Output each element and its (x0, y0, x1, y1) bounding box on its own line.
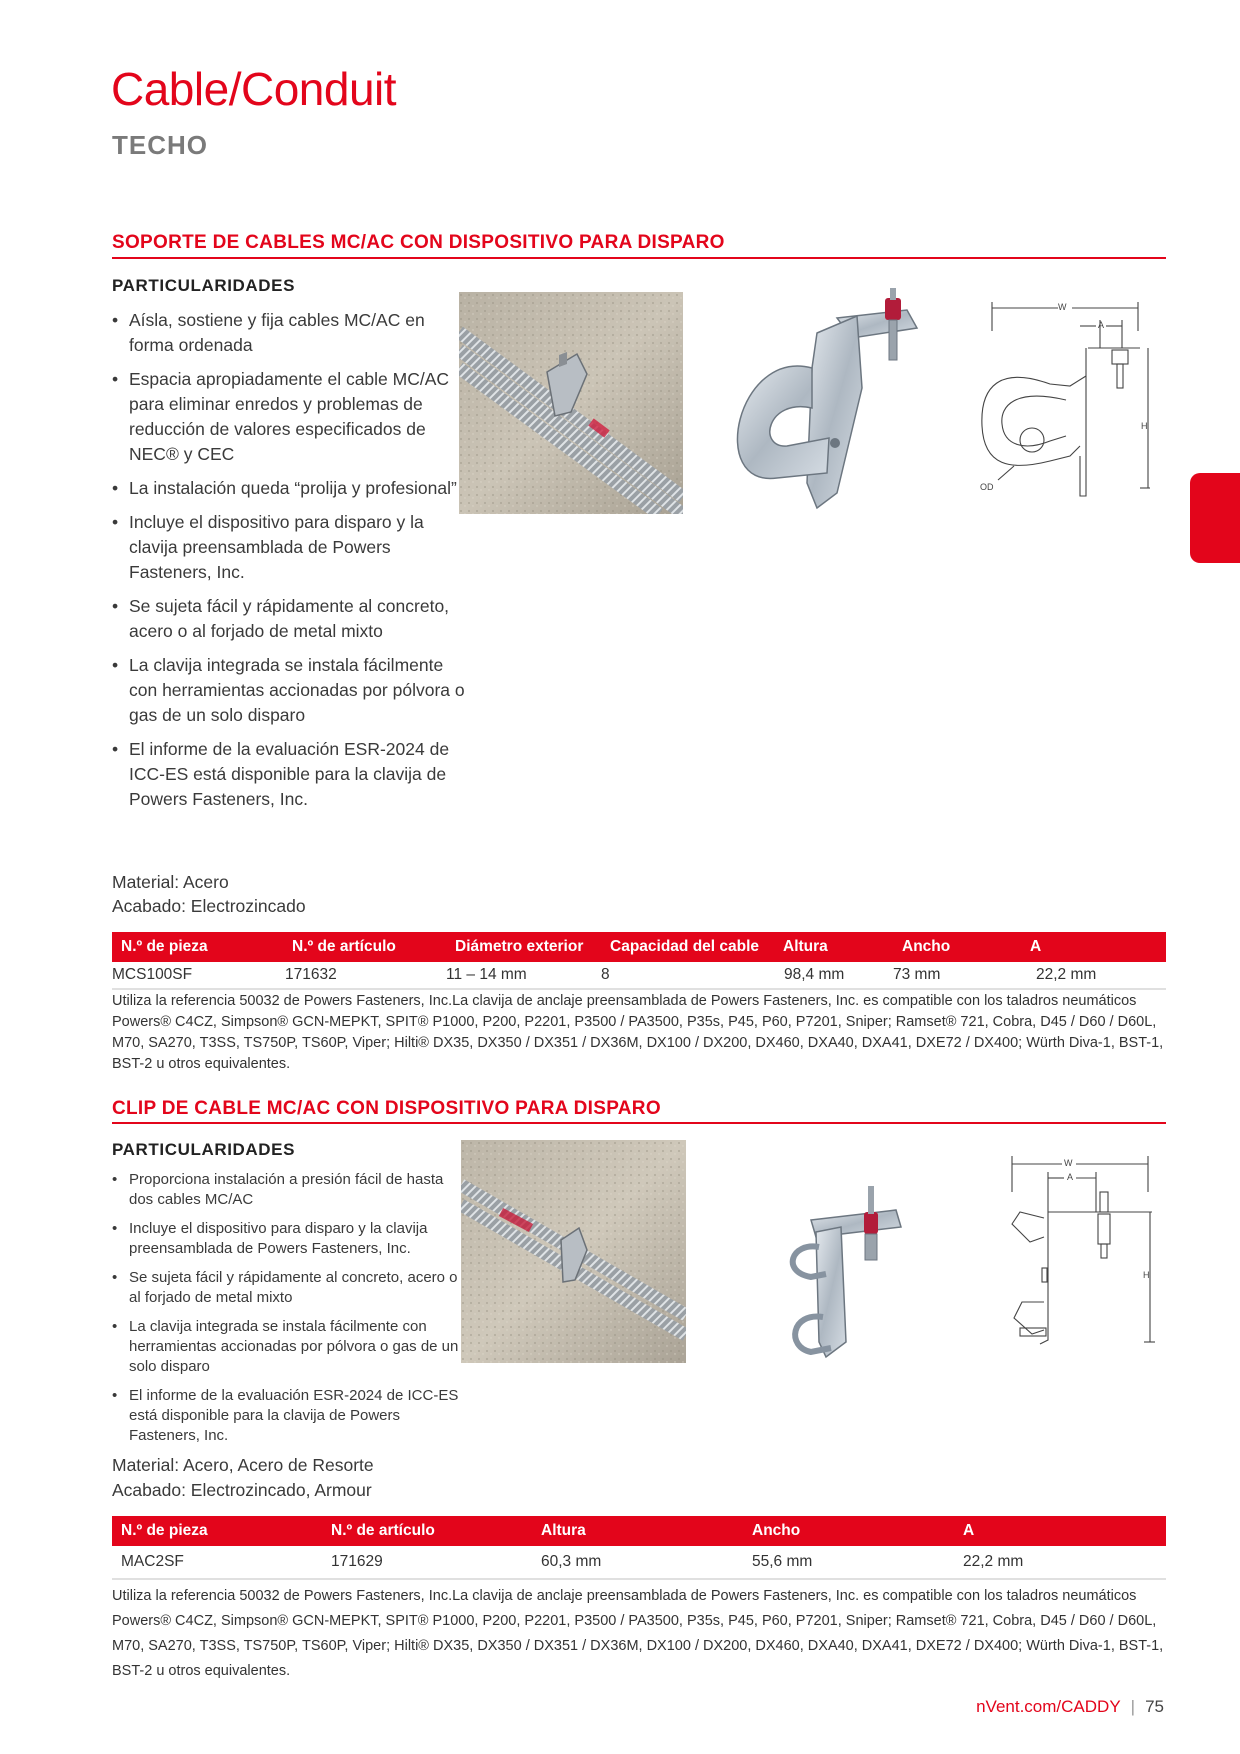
table-cell: 55,6 mm (743, 1546, 954, 1579)
table-cell: 22,2 mm (1021, 962, 1166, 989)
table-cell: MAC2SF (112, 1546, 322, 1579)
table-cell: 98,4 mm (774, 962, 893, 989)
section1-title: SOPORTE DE CABLES MC/AC CON DISPOSITIVO PARA DISPARO (112, 232, 725, 253)
page-footer (976, 1697, 1164, 1717)
list-item: • Se sujeta fácil y rápidamente al concreto, acero o al forjado de metal mixto (112, 594, 472, 644)
table-header: N.º de pieza (112, 1516, 322, 1546)
section2-dimension-diagram (1000, 1152, 1155, 1362)
list-item: • Incluye el dispositivo para disparo y la clavija preensamblada de Powers Fasteners, Inc. (112, 510, 472, 585)
section2-installation-photo (461, 1140, 686, 1363)
section2-compatibility-note: Utiliza la referencia 50032 de Powers Fasteners, Inc.La clavija de anclaje preensamblada de Powers Fasteners, Inc. es compatible con los taladros neumáticos Powers® C4CZ, Simpson® GCN-MEPKT, SPIT® P1000, P200, P2201, P3500 / PA3500, P35s, P45, P60, P7201, Sniper; Ramset® 721, Cobra, D45 / D60 / D60L, M70, SA270, T3SS, TS750P, TS60P, Viper; Hilti® DX35, DX350 / DX351 / DX36M, DX100 / DX200, DX460, DXA40, DXA41, DXE72 / DX400; Würth Diva-1, BST-1, BST-2 u otros equivalentes. (112, 1588, 1164, 1679)
table-header: A (1021, 932, 1166, 962)
list-item: • Se sujeta fácil y rápidamente al concreto, acero o al forjado de metal mixto (112, 1268, 462, 1308)
table-cell: 171632 (283, 962, 446, 989)
table-header-row (112, 1516, 1166, 1546)
list-item: • La clavija integrada se instala fácilmente con herramientas accionadas por pólvora o gas de un solo disparo (112, 653, 472, 728)
section2-spec-table (112, 1516, 1166, 1580)
table-header: Diámetro exterior (446, 932, 601, 962)
footer-site-link[interactable]: nVent.com/CADDY (976, 1697, 1121, 1716)
section1-features-heading: PARTICULARIDADES (112, 276, 296, 295)
table-header: Altura (532, 1516, 743, 1546)
list-item: • Incluye el dispositivo para disparo y la clavija preensamblada de Powers Fasteners, Inc. (112, 1219, 462, 1259)
table-header: Capacidad del cable (601, 932, 774, 962)
table-cell: 171629 (322, 1546, 532, 1579)
table-cell: 11 – 14 mm (446, 962, 601, 989)
section-tab-marker (1190, 473, 1240, 563)
diagram-label-w: W (1064, 1158, 1073, 1168)
list-item: • La clavija integrada se instala fácilmente con herramientas accionadas por pólvora o gas de un solo disparo (112, 1317, 462, 1377)
section1-rule (112, 257, 1166, 259)
section1-finish: Acabado: Electrozincado (112, 896, 306, 916)
table-header: N.º de pieza (112, 932, 283, 962)
page-number: 75 (1145, 1697, 1164, 1716)
table-header: N.º de artículo (322, 1516, 532, 1546)
section1-dimension-diagram (970, 296, 1150, 506)
section2-features-heading: PARTICULARIDADES (112, 1140, 296, 1159)
section1-features-list (112, 308, 472, 821)
table-header: Altura (774, 932, 893, 962)
footer-separator: | (1130, 1697, 1136, 1716)
table-header-row (112, 932, 1166, 962)
table-header: N.º de artículo (283, 932, 446, 962)
table-cell: 73 mm (893, 962, 1021, 989)
diagram-label-h: H (1143, 1270, 1150, 1280)
section1-installation-photo (459, 292, 683, 514)
diagram-label-a: A (1067, 1172, 1074, 1182)
section1-product-image (717, 288, 932, 518)
table-header: Ancho (743, 1516, 954, 1546)
page-subtitle: TECHO (112, 130, 208, 160)
section2-product-image (771, 1172, 931, 1377)
table-header: Ancho (893, 932, 1021, 962)
section2-rule (112, 1122, 1166, 1124)
section2-features-list (112, 1170, 462, 1455)
list-item: • Proporciona instalación a presión fácil de hasta dos cables MC/AC (112, 1170, 462, 1210)
section2-material: Material: Acero, Acero de Resorte (112, 1455, 374, 1475)
page-title: Cable/Conduit (111, 63, 397, 115)
table-row (112, 962, 1166, 989)
table-header: A (954, 1516, 1166, 1546)
list-item: • El informe de la evaluación ESR-2024 de ICC-ES está disponible para la clavija de Powers Fasteners, Inc. (112, 737, 472, 812)
diagram-label-h: H (1141, 421, 1148, 431)
section2-finish: Acabado: Electrozincado, Armour (112, 1480, 372, 1500)
table-cell: 8 (601, 962, 774, 989)
table-cell: MCS100SF (112, 962, 283, 989)
diagram-label-od: OD (980, 482, 994, 492)
table-cell: 22,2 mm (954, 1546, 1166, 1579)
section1-material: Material: Acero (112, 872, 229, 892)
section1-compatibility-note: Utiliza la referencia 50032 de Powers Fasteners, Inc.La clavija de anclaje preensamblada de Powers Fasteners, Inc. es compatible con los taladros neumáticos Powers® C4CZ, Simpson® GCN-MEPKT, SPIT® P1000, P200, P2201, P3500 / PA3500, P35s, P45, P60, P7201, Sniper; Ramset® 721, Cobra, D45 / D60 / D60L, M70, SA270, T3SS, TS750P, TS60P, Viper; Hilti® DX35, DX350 / DX351 / DX36M, DX100 / DX200, DX460, DXA40, DXA41, DXE72 / DX400; Würth Diva-1, BST-1, BST-2 u otros equivalentes. (112, 993, 1164, 1072)
table-row (112, 1546, 1166, 1579)
list-item: • Aísla, sostiene y fija cables MC/AC en forma ordenada (112, 308, 472, 358)
list-item: • Espacia apropiadamente el cable MC/AC para eliminar enredos y problemas de reducción de valores especificados de NEC® y CEC (112, 367, 472, 467)
diagram-label-a: A (1098, 320, 1105, 330)
diagram-label-w: W (1058, 302, 1067, 312)
section1-spec-table (112, 932, 1166, 990)
list-item: • La instalación queda “prolija y profesional” (112, 476, 472, 501)
section2-title: CLIP DE CABLE MC/AC CON DISPOSITIVO PARA DISPARO (112, 1098, 661, 1119)
table-cell: 60,3 mm (532, 1546, 743, 1579)
list-item: • El informe de la evaluación ESR-2024 de ICC-ES está disponible para la clavija de Powers Fasteners, Inc. (112, 1386, 462, 1446)
